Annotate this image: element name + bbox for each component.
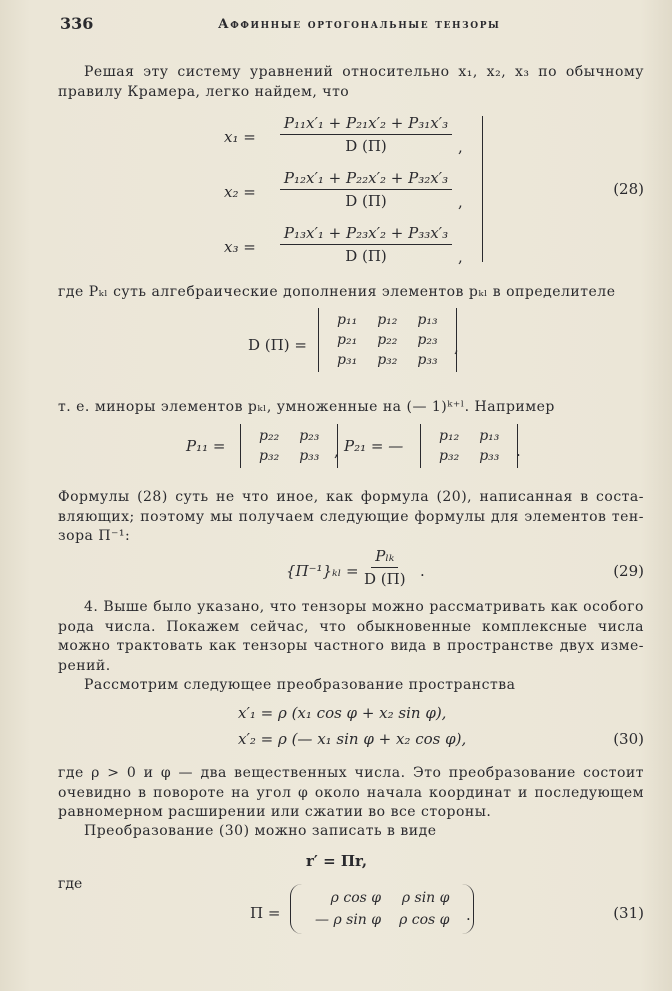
det-lhs: D (Π) =: [248, 336, 307, 354]
text-line: Формулы (28) суть не что иное, как формула (20), написанная в соста-: [58, 489, 644, 505]
det-cell: p₂₃: [417, 332, 438, 348]
matrix-cell: — ρ sin φ: [315, 912, 382, 928]
eq28-denominator-2: D (Π): [345, 192, 387, 210]
text-line: Рассмотрим следующее преобразование пространства: [84, 677, 516, 693]
matrix-cell: ρ cos φ: [399, 912, 450, 928]
det-cell: p₂₁: [337, 332, 358, 348]
eq29-numerator: Pₗₖ: [371, 547, 398, 568]
eq28-fraction-2: [268, 169, 464, 210]
eq28-system-bar: [482, 116, 483, 262]
det-cell: p₁₃: [417, 312, 438, 328]
text-line: где ρ > 0 и φ — два вещественных числа. Это преобразование состоит: [58, 765, 644, 781]
det-cell: p₃₂: [377, 352, 398, 368]
det-cell: p₃₃: [299, 448, 320, 464]
eq31-matrix: [290, 884, 474, 934]
text-line: правилу Крамера, легко найдем, что: [58, 83, 350, 100]
eq28-lhs-3: x₃ =: [224, 238, 256, 256]
paragraph-complex-numbers: [58, 598, 644, 676]
paragraph-rotation: [58, 764, 644, 823]
det-cell: p₂₃: [299, 428, 320, 444]
det-cell: p₃₁: [337, 352, 358, 368]
det-cell: p₁₂: [439, 428, 460, 444]
eq28-numerator-2: P₁₂x′₁ + P₂₂x′₂ + P₃₂x′₃: [280, 169, 452, 190]
eq31-period: .: [466, 906, 471, 924]
eq28-comma-2: ,: [458, 193, 463, 211]
det-cell: p₃₂: [259, 448, 280, 464]
minor-period: .: [516, 442, 521, 460]
eq28-fraction-3: [268, 224, 464, 265]
det-comma: ,: [454, 338, 459, 356]
eq30-line-1: x′₁ = ρ (x₁ cos φ + x₂ sin φ),: [238, 704, 447, 722]
text-line: рода числа. Покажем сейчас, что обыкновенные комплексные числа: [58, 618, 644, 635]
paragraph-cramer: [58, 63, 644, 102]
running-title: Аффинные ортогональные тензоры: [218, 17, 501, 32]
minor-det-1: [240, 424, 338, 468]
equation-number-30: (30): [613, 730, 644, 748]
text-line: т. е. миноры элементов pₖₗ, умноженные на (— 1)ᵏ⁺ˡ. Например: [58, 399, 555, 415]
eq28-denominator-1: D (Π): [345, 137, 387, 155]
matrix-cell: ρ cos φ: [330, 890, 382, 906]
eq28-numerator-1: P₁₁x′₁ + P₂₁x′₂ + P₃₁x′₃: [280, 114, 452, 135]
equation-number-29: (29): [613, 562, 644, 580]
eq28-lhs-2: x₂ =: [224, 183, 256, 201]
det-cell: p₂₂: [377, 332, 398, 348]
matrix-cell: ρ sin φ: [401, 890, 450, 906]
eq28-denominator-3: D (Π): [345, 247, 387, 265]
det-cell: p₂₂: [259, 428, 280, 444]
page-number: 336: [60, 14, 94, 33]
eq28-fraction-1: [268, 114, 464, 155]
paragraph-formulas: [58, 488, 644, 547]
text-line: где Pₖₗ суть алгебраические дополнения элементов pₖₗ в определителе: [58, 284, 616, 300]
determinant-matrix: [318, 308, 457, 372]
text-line: можно трактовать как тензоры частного вида в пространстве двух изме-: [58, 638, 644, 654]
text-line: равномерном расширении или сжатии во все стороны.: [58, 804, 492, 820]
minor-lhs-2: P₂₁ = —: [344, 437, 404, 455]
text-line: Преобразование (30) можно записать в виде: [84, 823, 437, 839]
paragraph-minors: [58, 398, 644, 418]
eq29-denominator: D (Π): [364, 570, 406, 588]
eq28-comma-1: ,: [458, 138, 463, 156]
eq30-line-2: x′₂ = ρ (— x₁ sin φ + x₂ cos φ),: [238, 730, 467, 748]
eq28-comma-3: ,: [458, 248, 463, 266]
eq29-lhs: {Π⁻¹}ₖₗ =: [286, 562, 359, 580]
eq28-numerator-3: P₁₃x′₁ + P₂₃x′₂ + P₃₃x′₃: [280, 224, 452, 245]
det-cell: p₃₃: [479, 448, 500, 464]
word-where: где: [58, 876, 83, 892]
eq31-lhs: Π =: [250, 904, 281, 922]
text-line: зора Π⁻¹:: [58, 528, 131, 544]
eq28-lhs-1: x₁ =: [224, 128, 256, 146]
minor-separator: ,: [334, 442, 339, 460]
paragraph-cofactors: [58, 283, 644, 303]
minor-det-2: [420, 424, 518, 468]
det-cell: p₁₁: [337, 312, 358, 328]
text-line: рений.: [58, 657, 111, 674]
paragraph-transformation: [58, 676, 644, 696]
text-line: очевидно в повороте на угол φ около начала координат и последующем: [58, 784, 644, 801]
minor-lhs-1: P₁₁ =: [186, 437, 226, 455]
text-line: вляющих; поэтому мы получаем следующие формулы для элементов тен-: [58, 508, 644, 525]
text-line: 4. Выше было указано, что тензоры можно рассматривать как особого: [84, 599, 644, 615]
det-cell: p₃₂: [439, 448, 460, 464]
equation-r-prime: r′ = Πr,: [306, 852, 368, 870]
paragraph-matrix-form: [58, 822, 644, 842]
text-line: Решая эту систему уравнений относительно x₁, x₂, x₃ по обычному: [84, 64, 644, 80]
eq29-period: .: [420, 562, 425, 580]
equation-number-28: (28): [613, 180, 644, 198]
det-cell: p₁₂: [377, 312, 398, 328]
det-cell: p₃₃: [417, 352, 438, 368]
det-cell: p₁₃: [479, 428, 500, 444]
eq29-fraction: [364, 547, 406, 588]
equation-number-31: (31): [613, 904, 644, 922]
